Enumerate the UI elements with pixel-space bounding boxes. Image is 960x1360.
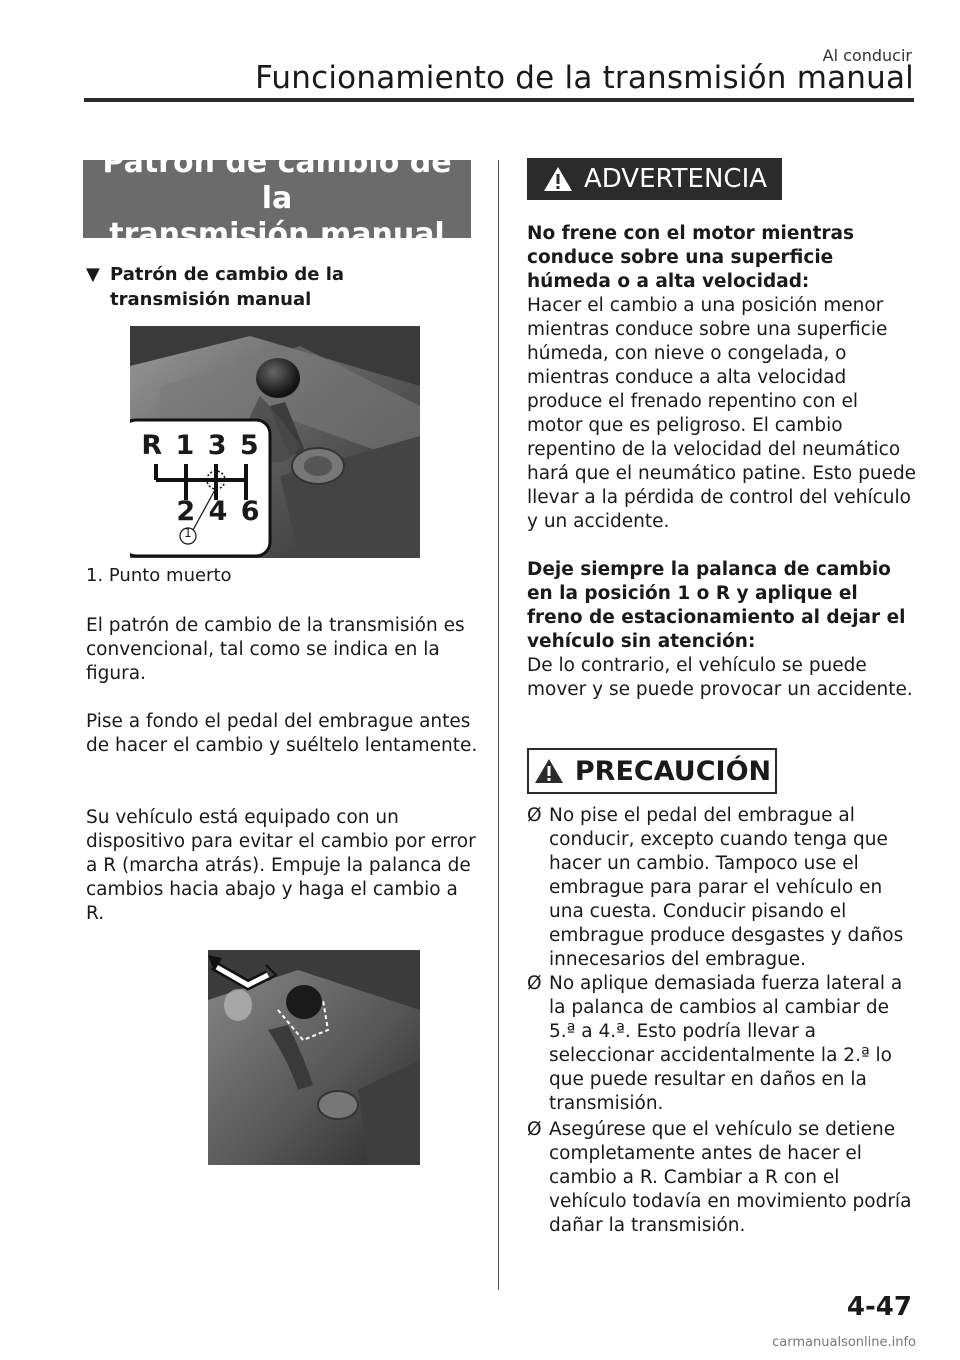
triangle-marker-icon: ▼	[86, 264, 100, 285]
caution-item-2	[527, 972, 917, 1118]
caution-label: PRECAUCIÓN	[574, 755, 772, 787]
warning-heading-2: Deje siempre la palanca de cambio en la posición 1 o R y aplique el freno de estacionamiento al dejar el vehículo sin atención:	[527, 559, 906, 652]
header-section: Al conducir	[822, 46, 912, 65]
bullet-arrow-icon: Ø	[527, 973, 542, 994]
header-rule	[84, 98, 914, 102]
footer-watermark: carmanualsonline.info	[772, 1335, 916, 1350]
bullet-arrow-icon: Ø	[527, 1119, 542, 1140]
warning-label: ADVERTENCIA	[583, 164, 768, 194]
warning-body-1: Hacer el cambio a una posición menor mientras conduce sobre una superficie húmeda, con nieve o congelada, o mientras conduce a alta velocidad produce el frenado repentino con el motor que es peligroso. El cambio repentino de la velocidad del neumático hará que el neumático patine. Esto puede llevar a la pérdida de control del vehículo y un accidente.	[527, 295, 917, 532]
paragraph-1: El patrón de cambio de la transmisión es convencional, tal como se indica en la figura.	[86, 615, 465, 684]
caution-item-text: Asegúrese que el vehículo se detiene completamente antes de hacer el cambio a R. Cambiar a R con el vehículo todavía en movimiento podría dañar la transmisión.	[549, 1119, 912, 1236]
bullet-arrow-icon: Ø	[527, 805, 542, 826]
paragraph-3: Su vehículo está equipado con un dispositivo para evitar el cambio por error a R (marcha atrás). Empuje la palanca de cambios hacia abajo y haga el cambio a R.	[86, 807, 476, 924]
caution-badge	[527, 748, 777, 794]
warning-badge	[527, 158, 782, 200]
section-banner	[83, 145, 471, 252]
shifter-photo-2	[208, 950, 420, 1165]
callout-number: 1	[184, 526, 192, 540]
warning-body-2: De lo contrario, el vehículo se puede mover y se puede provocar un accidente.	[527, 655, 913, 700]
caution-item-1	[527, 804, 917, 974]
caution-triangle-icon	[533, 757, 565, 785]
caution-item-3	[527, 1118, 917, 1240]
gear-pattern-inset	[136, 430, 266, 556]
warning-heading-1: No frene con el motor mientras conduce sobre una superficie húmeda o a alta velocidad:	[527, 223, 855, 292]
section-banner-line2: transmisión manual	[109, 217, 445, 252]
subheading-text: Patrón de cambio de la transmisión manual	[110, 264, 345, 310]
figure-caption: 1. Punto muerto	[86, 565, 232, 586]
page-title: Funcionamiento de la transmisión manual	[255, 60, 914, 96]
section-banner-line1: Patrón de cambio de la	[102, 145, 452, 216]
column-divider	[498, 160, 499, 1290]
gear-pattern-bottom: 2 4 6	[176, 496, 262, 527]
shift-gate-lines	[136, 430, 266, 556]
warning-triangle-icon	[542, 165, 574, 193]
page-number: 4-47	[846, 1292, 912, 1322]
subheading	[86, 262, 466, 310]
paragraph-2: Pise a fondo el pedal del embrague antes de hacer el cambio y suéltelo lentamente.	[86, 711, 478, 756]
gear-pattern-top: R 1 3 5	[141, 430, 261, 461]
caution-item-text: No pise el pedal del embrague al conducir, excepto cuando tenga que hacer un cambio. Tampoco use el embrague para parar el vehículo en una cuesta. Conducir pisando el embrague produce desgastes y daños innecesarios del embrague.	[549, 805, 904, 970]
caution-item-text: No aplique demasiada fuerza lateral a la palanca de cambios al cambiar de 5.ª a 4.ª. Esto podría llevar a seleccionar accidentalmente la 2.ª lo que puede resultar en daños en la transmisión.	[549, 973, 903, 1114]
